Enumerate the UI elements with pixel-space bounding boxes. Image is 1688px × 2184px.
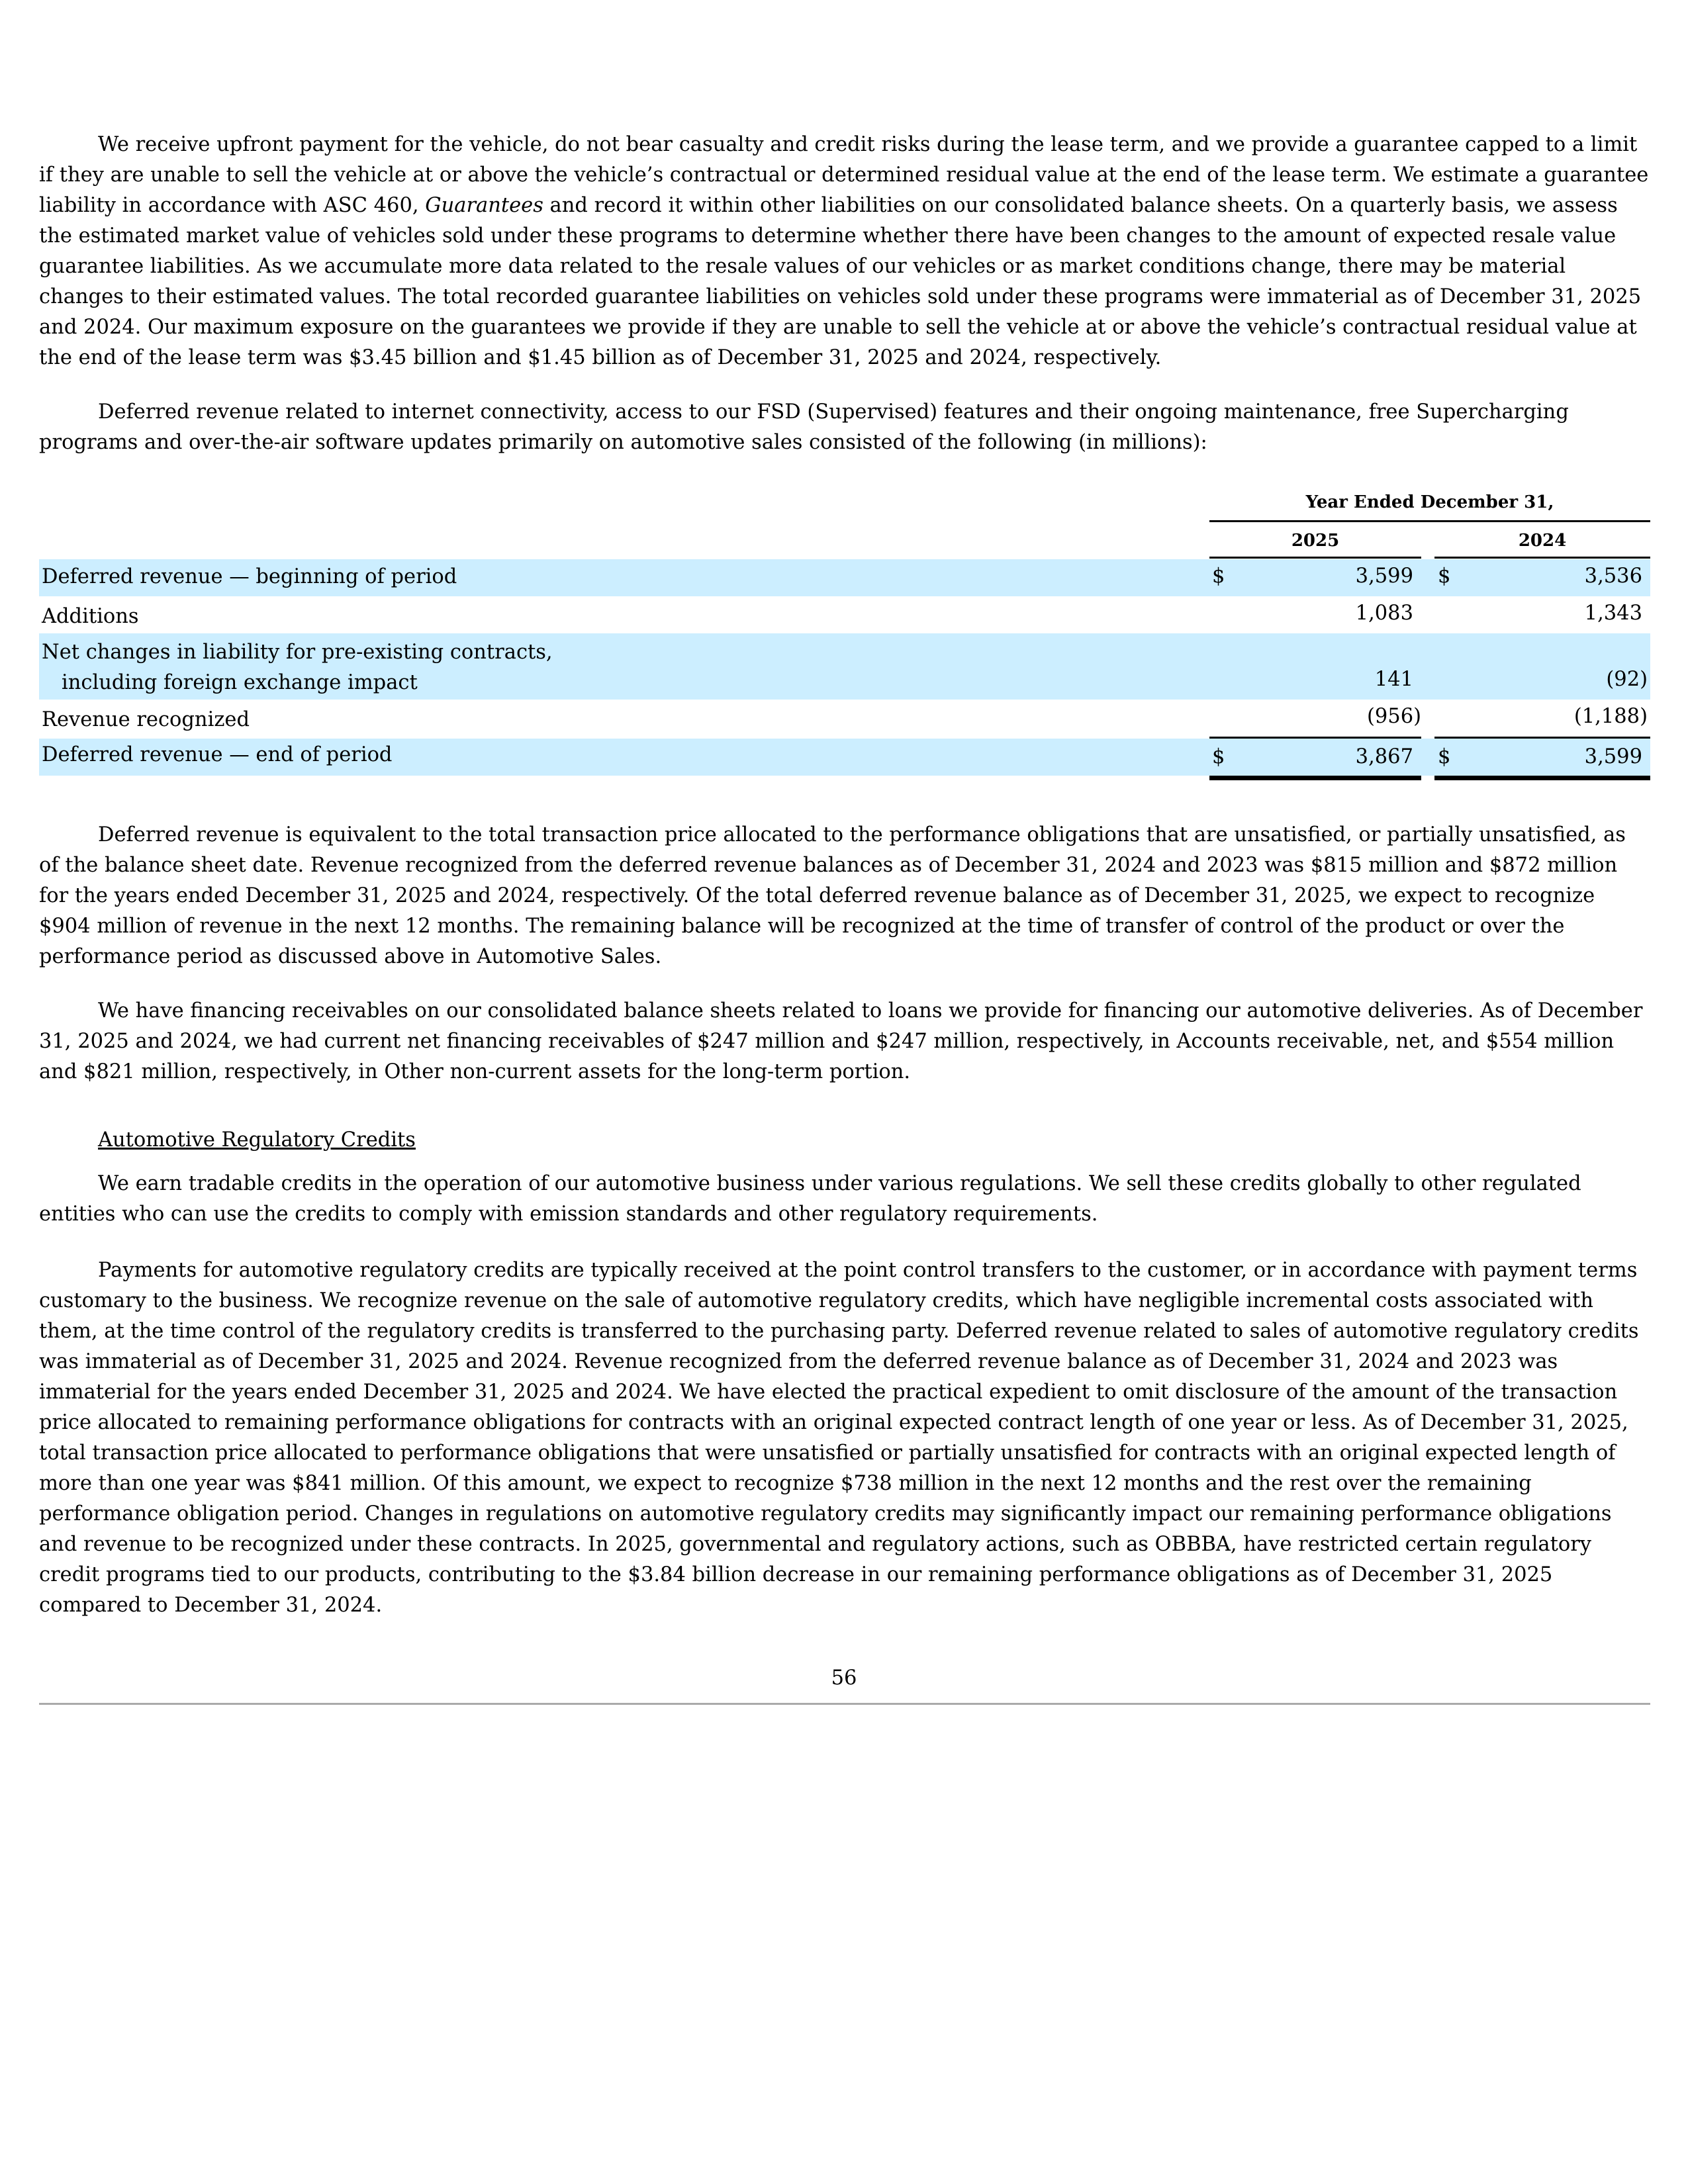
value-2024: 3,536: [1584, 565, 1642, 588]
column-header-rule-2024: [1434, 557, 1650, 559]
row-label-line2: including foreign exchange impact: [62, 671, 418, 694]
total-double-rule-2025: [1209, 776, 1421, 780]
value-2024: (92): [1606, 668, 1648, 691]
paragraph-deferred-revenue-detail: Deferred revenue is equivalent to the total transaction price allocated to the performance obligations that are unsatisfied, or partially unsatisfied, as of the balance sheet date. Revenue recognized from the deferred revenue balances as of December 31, 2024 and 2023 was $815 million and $872 million for the years ended December 31, 2025 and 2024, respectively. Of the total deferred revenue balance as of December 31, 2025, we expect to recognize $904 million of revenue in the next 12 months. The remaining balance will be recognized at the time of transfer of control of the product or over the performance period as discussed above in Automotive Sales.: [39, 823, 1626, 968]
row-label: Additions: [42, 605, 139, 628]
paragraph-text: We receive upfront payment for the vehicle, do not bear casualty and credit risks during the lease term, and we provide a guarantee capped to a limit if they are unable to sell the vehicle at or above the vehicle’s contractual or determined residual value at the end of the lease term. We estimate a guarantee liability in accordance with ASC 460,: [39, 133, 1649, 217]
column-header-2025: 2025: [1291, 531, 1340, 551]
page-number: 56: [831, 1666, 857, 1690]
paragraph-guarantees: [39, 130, 1650, 373]
value-2025: (956): [1366, 705, 1421, 728]
header-rule: [1209, 520, 1650, 522]
paragraph-financing-receivables: We have financing receivables on our consolidated balance sheets related to loans we provide for financing our automotive deliveries. As of December 31, 2025 and 2024, we had current net financing receivables of $247 million and $247 million, respectively, in Accounts receivable, net, and $554 million and $821 million, respectively, in Other non-current assets for the long-term portion.: [39, 999, 1643, 1083]
value-2024: 3,599: [1584, 745, 1642, 768]
row-label: Deferred revenue — end of period: [42, 743, 393, 766]
row-label: Revenue recognized: [42, 708, 250, 731]
section-heading: Automotive Regulatory Credits: [98, 1128, 416, 1152]
paragraph-text: and record it within other liabilities on our consolidated balance sheets. On a quarterly basis, we assess the estimated market value of vehicles sold under these programs to determine whether there have been changes to the amount of expected resale value guarantee liabilities. As we accumulate more data related to the resale values of our vehicles or as market conditions change, there may be material changes to their estimated values. The total recorded guarantee liabilities on vehicles sold under these programs were immaterial as of December 31, 2025 and 2024. Our maximum exposure on the guarantees we provide if they are unable to sell the vehicle at or above the vehicle’s contractual residual value at the end of the lease term was $3.45 billion and $1.45 billion as of December 31, 2025 and 2024, respectively.: [39, 194, 1642, 369]
row-label: Deferred revenue — beginning of period: [42, 565, 457, 588]
paragraph-regulatory-credits-intro: We earn tradable credits in the operation of our automotive business under various regulations. We sell these credits globally to other regulated entities who can use the credits to comply with emission standards and other regulatory requirements.: [39, 1172, 1581, 1226]
paragraph-deferred-revenue-intro: Deferred revenue related to internet connectivity, access to our FSD (Supervised) features and their ongoing maintenance, free Supercharging programs and over-the-air software updates primarily on automotive sales consisted of the following (in millions):: [39, 400, 1569, 454]
currency-symbol: $: [1438, 745, 1451, 768]
value-2025: 141: [1374, 668, 1413, 691]
total-double-rule-2024: [1434, 776, 1650, 780]
currency-symbol: $: [1438, 565, 1451, 588]
paragraph-regulatory-credits-detail: Payments for automotive regulatory credits are typically received at the point control transfers to the customer, or in accordance with payment terms customary to the business. We recognize revenue on the sale of automotive regulatory credits, which have negligible incremental costs associated with them, at the time control of the regulatory credits is transferred to the purchasing party. Deferred revenue related to sales of automotive regulatory credits was immaterial as of December 31, 2025 and 2024. Revenue recognized from the deferred revenue balance as of December 31, 2024 and 2023 was immaterial for the years ended December 31, 2025 and 2024. We have elected the practical expedient to omit disclosure of the amount of the transaction price allocated to remaining performance obligations for contracts with an original expected contract length of one year or less. As of December 31, 2025, total transaction price allocated to performance obligations that were unsatisfied or partially unsatisfied for contracts with an original expected length of more than one year was $841 million. Of this amount, we expect to recognize $738 million in the next 12 months and the rest over the remaining performance obligation period. Changes in regulations on automotive regulatory credits may significantly impact our remaining performance obligations and revenue to be recognized under these contracts. In 2025, governmental and regulatory actions, such as OBBBA, have restricted certain regulatory credit programs tied to our products, contributing to the $3.84 billion decrease in our remaining performance obligations as of December 31, 2025 compared to December 31, 2024.: [39, 1259, 1639, 1617]
value-2024: (1,188): [1573, 705, 1648, 728]
value-2025: 3,599: [1355, 565, 1413, 588]
italic-term: Guarantees: [425, 194, 543, 217]
value-2025: 3,867: [1355, 745, 1413, 768]
currency-symbol: $: [1212, 565, 1225, 588]
footer-rule: [39, 1703, 1650, 1705]
currency-symbol: $: [1212, 745, 1225, 768]
value-2025: 1,083: [1355, 602, 1413, 625]
value-2024: 1,343: [1584, 602, 1642, 625]
table-group-header: Year Ended December 31,: [1305, 492, 1554, 512]
column-header-rule-2025: [1209, 557, 1421, 559]
column-header-2024: 2024: [1518, 531, 1567, 551]
row-label-line1: Net changes in liability for pre-existing contracts,: [42, 641, 553, 664]
